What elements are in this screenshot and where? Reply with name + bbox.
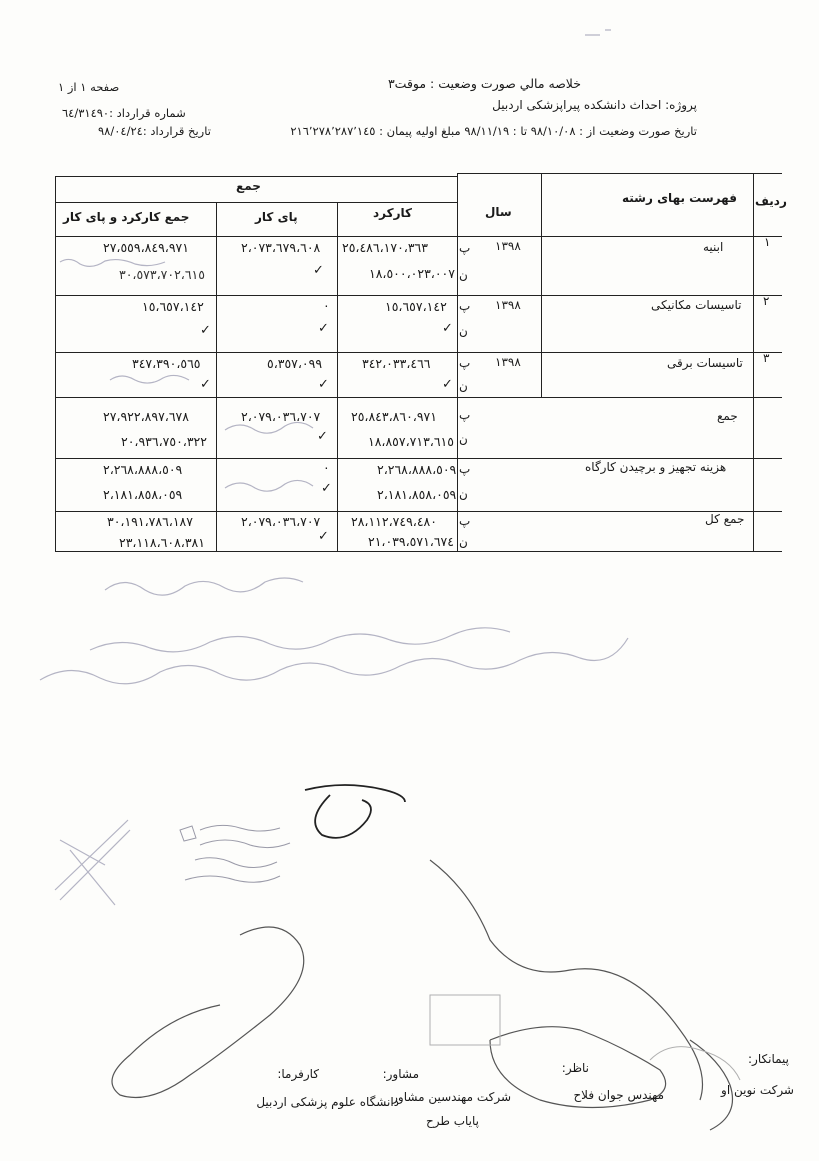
- work-done-header: کارکرد: [373, 206, 412, 220]
- total-header: جمع کارکرد و پای کار: [63, 210, 190, 224]
- p-mark: پ: [459, 356, 471, 370]
- n-site-check: ✓: [318, 321, 329, 336]
- n-total-check: ✓: [200, 377, 211, 392]
- row-label: تاسیسات مکانیکی: [651, 298, 742, 312]
- statement-period: تاریخ صورت وضعیت از : ٩٨/١٠/٠٨ تا : ٩٨/١١/١٩ مبلغ اولیه پیمان : ٢١٦٬٢٧٨٬٢٨٧٬١٤٥: [290, 124, 697, 138]
- p-site-value: ٢،٠٧٣،٦٧٩،٦٠٨: [241, 240, 321, 255]
- n-mark: ن: [459, 535, 468, 549]
- row-label: تاسیسات برقی: [667, 356, 743, 370]
- n-total-value: ٢٣،١١٨،٦٠٨،٣٨١: [119, 535, 205, 550]
- p-mark: پ: [459, 514, 471, 528]
- employer-name: دانشگاه علوم پزشکی اردبیل: [256, 1095, 399, 1109]
- employer-label: کارفرما:: [277, 1067, 319, 1081]
- p-site-value: ٠: [323, 298, 330, 313]
- contractor-name: شرکت نوین او: [721, 1083, 794, 1097]
- n-site-check: ✓: [317, 429, 328, 444]
- n-mark: ن: [459, 487, 468, 501]
- p-total-value: ٢،٢٦٨،٨٨٨،٥٠٩: [103, 462, 183, 477]
- supervisor-name: مهندس جوان فلاح: [573, 1088, 664, 1102]
- year-header: سال: [485, 205, 512, 219]
- document-title: خلاصه مالي صورت وضعيت : موقت٣: [387, 76, 581, 91]
- n-total-value: ٣٠،٥٧٣،٧٠٢،٦١٥: [119, 267, 205, 282]
- n-work-value: ١٨،٨٥٧،٧١٣،٦١٥: [368, 434, 454, 449]
- stamp-outline: [180, 825, 290, 882]
- row-year: ١٣٩٨: [495, 239, 521, 253]
- row-label: جمع کل: [705, 512, 745, 526]
- p-total-value: ٣٠،١٩١،٧٨٦،١٨٧: [107, 514, 193, 529]
- consultant-name-2: پایاب طرح: [425, 1114, 479, 1128]
- p-site-value: ٥،٣٥٧،٠٩٩: [267, 356, 323, 371]
- sum-group-header: جمع: [236, 179, 261, 193]
- p-site-value: ٠: [323, 460, 330, 475]
- n-mark: ن: [459, 432, 468, 446]
- n-mark: ن: [459, 268, 468, 282]
- supervisor-label: ناظر:: [561, 1061, 589, 1075]
- n-site-check: ✓: [313, 263, 324, 278]
- row-index: ٣: [763, 351, 770, 365]
- n-mark: ن: [459, 324, 468, 338]
- n-site-check: ✓: [318, 377, 329, 392]
- n-work-value: ٢١،٠٣٩،٥٧١،٦٧٤: [368, 534, 454, 549]
- n-total-check: ✓: [200, 323, 211, 338]
- faded-pencil-notes: [40, 30, 628, 905]
- p-mark: پ: [459, 299, 471, 313]
- contract-number: شماره قرارداد :٦٤/٣١٤٩٠: [62, 106, 186, 120]
- n-work-value: ٢،١٨١،٨٥٨،٠٥٩: [377, 487, 457, 502]
- consultant-label: مشاور:: [382, 1067, 419, 1081]
- p-total-value: ٢٧،٥٥٩،٨٤٩،٩٧١: [103, 240, 189, 255]
- n-work-check: ✓: [442, 377, 453, 392]
- row-index: ٢: [763, 294, 770, 308]
- p-total-value: ٢٧،٩٢٢،٨٩٧،٦٧٨: [103, 409, 189, 424]
- n-work-check: ✓: [442, 321, 453, 336]
- consultant-name: شرکت مهندسین مشاور: [392, 1090, 511, 1104]
- n-site-check: ✓: [318, 529, 329, 544]
- p-mark: پ: [459, 241, 471, 255]
- row-index: ١: [764, 235, 771, 249]
- n-work-value: ١٨،٥٠٠،٠٢٣،٠٠٧: [369, 266, 455, 281]
- n-site-check: ✓: [321, 481, 332, 496]
- p-mark: پ: [459, 462, 471, 476]
- n-total-value: ٢،١٨١،٨٥٨،٠٥٩: [103, 487, 183, 502]
- p-total-value: ١٥،٦٥٧،١٤٢: [142, 299, 204, 314]
- row-year: ١٣٩٨: [495, 355, 521, 369]
- contract-date: تاریخ قرارداد :٩٨/٠٤/٢٤: [98, 124, 211, 138]
- p-work-value: ١٥،٦٥٧،١٤٢: [385, 299, 447, 314]
- p-mark: پ: [459, 408, 471, 422]
- p-work-value: ٢٨،١١٢،٧٤٩،٤٨٠: [351, 514, 437, 529]
- p-work-value: ٢٥،٨٤٣،٨٦٠،٩٧١: [351, 409, 437, 424]
- p-site-value: ٢،٠٧٩،٠٣٦،٧٠٧: [241, 409, 321, 424]
- page-number: صفحه ١ از ١: [58, 80, 120, 94]
- items-header: فهرست بهای رشته: [622, 191, 737, 205]
- project-name: پروژه: احداث دانشکده پیراپزشکی اردبیل: [492, 98, 697, 112]
- n-mark: ن: [459, 379, 468, 393]
- row-label: ابنیه: [703, 240, 724, 254]
- on-site-header: پای کار: [255, 210, 298, 224]
- row-year: ١٣٩٨: [495, 298, 521, 312]
- row-label: جمع: [717, 409, 738, 423]
- contractor-label: پیمانکار:: [747, 1052, 789, 1066]
- row-label: هزینه تجهیز و برچیدن کارگاه: [585, 460, 727, 474]
- n-total-value: ٢٠،٩٣٦،٧٥٠،٣٢٢: [121, 434, 207, 449]
- p-work-value: ٣٤٢،٠٣٣،٤٦٦: [362, 356, 431, 371]
- p-site-value: ٢،٠٧٩،٠٣٦،٧٠٧: [241, 514, 321, 529]
- p-total-value: ٣٤٧،٣٩٠،٥٦٥: [132, 356, 201, 371]
- p-work-value: ٢،٢٦٨،٨٨٨،٥٠٩: [377, 462, 457, 477]
- p-work-value: ٢٥،٤٨٦،١٧٠،٣٦٣: [342, 240, 428, 255]
- ink-signature: [305, 785, 405, 838]
- row-number-header: ردیف: [755, 194, 787, 208]
